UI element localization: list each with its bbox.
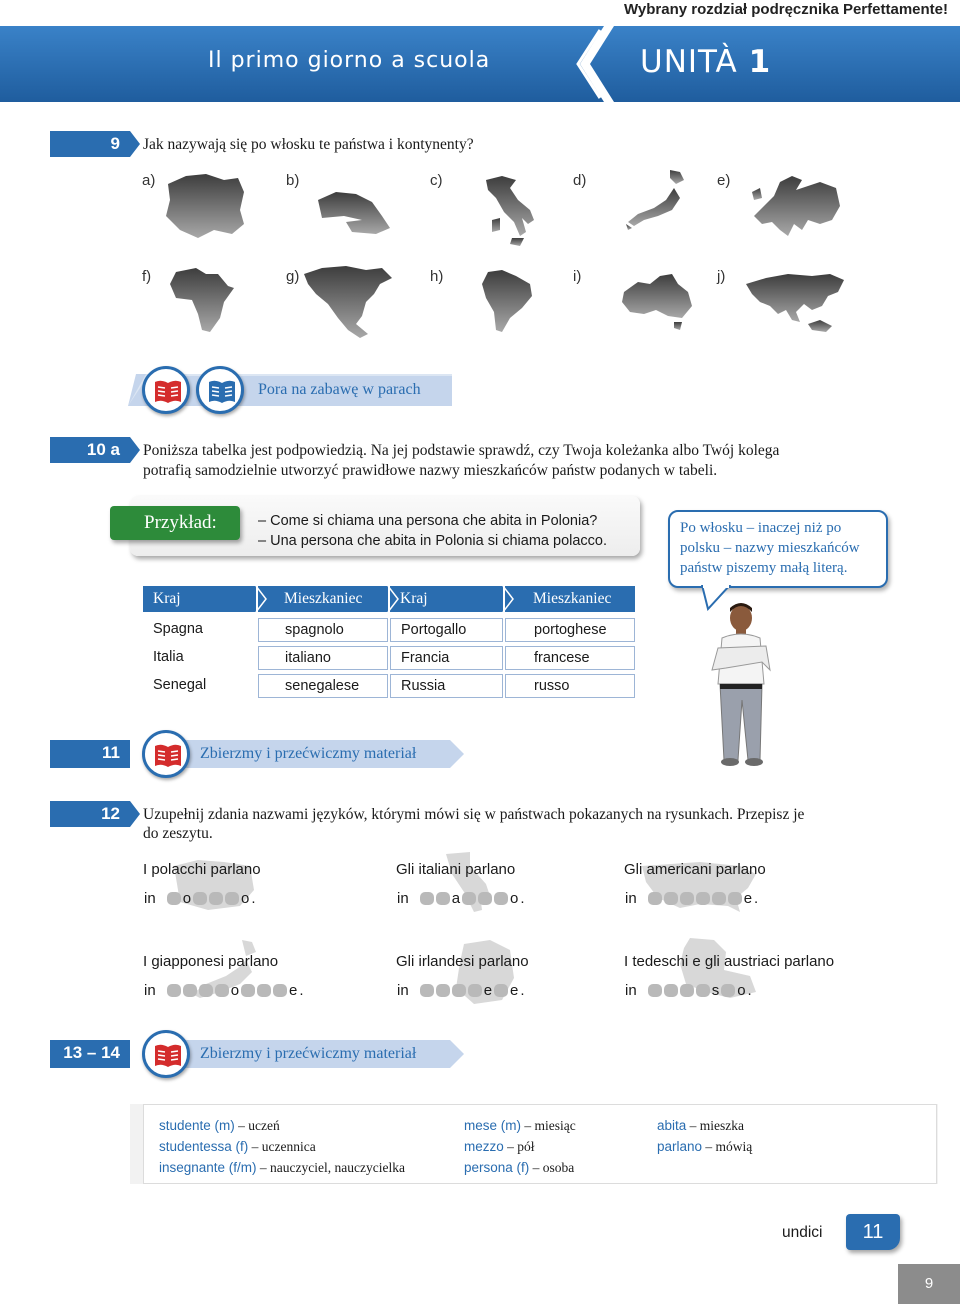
letter-blank[interactable] (183, 984, 197, 997)
letter-hint: . (520, 982, 525, 999)
letter-blank[interactable] (680, 892, 694, 905)
page-number-badge: 11 (846, 1214, 900, 1250)
letter-hint: o (182, 890, 192, 907)
table-cell: portoghese (505, 618, 635, 642)
letter-hint: . (747, 982, 752, 999)
letter-hint: o (510, 890, 519, 907)
table-cell: Russia (390, 674, 503, 698)
vocab-item: abita – mieszka (657, 1118, 745, 1133)
answer-prefix: in (144, 890, 156, 907)
letter-hint: o (241, 890, 250, 907)
exercise-12-text-line1: Uzupełnij zdania nazwami języków, którymi mówi się w państwach pokazanych na rysunkach. Przepisz je (143, 806, 805, 823)
exercise-12-answer-1[interactable] (143, 890, 257, 907)
map-australia (620, 270, 696, 334)
table-cell: spagnolo (258, 618, 388, 642)
letter-hint: s (711, 982, 720, 999)
vocab-item: mezzo – pół (464, 1139, 535, 1154)
exercise-12-sentence-1: I polacchi parlano (143, 861, 261, 878)
book-icon (142, 1030, 190, 1078)
vocab-item: studentessa (f) – uczennica (159, 1139, 316, 1154)
book-icon (142, 366, 190, 414)
table-cell: Italia (143, 646, 256, 670)
letter-blank[interactable] (225, 892, 239, 905)
letter-blank[interactable] (648, 892, 662, 905)
table-cell: Portogallo (390, 618, 503, 642)
exercise-10-text-line2: potrafią samodzielnie utworzyć prawidłowe nazwy mieszkańców państw podanych w tabeli. (143, 462, 718, 479)
letter-blank[interactable] (420, 892, 434, 905)
letter-hint: o (230, 982, 240, 999)
letter-blank[interactable] (696, 892, 710, 905)
letter-blank[interactable] (721, 984, 735, 997)
book-icon-blue (196, 366, 244, 414)
tip-bubble (668, 510, 888, 588)
exercise-number-12: 12 (50, 801, 130, 827)
exercise-12-sentence-6: I tedeschi e gli austriaci parlano (624, 953, 835, 970)
table-header-inhabitant-1: Mieszkaniec (258, 586, 388, 612)
answer-prefix: in (625, 982, 637, 999)
letter-blank[interactable] (420, 984, 434, 997)
letter-blank[interactable] (193, 892, 207, 905)
exercise-12-text-line2: do zeszytu. (143, 825, 213, 842)
exercise-11-label: Zbierzmy i przećwiczmy materiał (200, 745, 417, 762)
exercise-12-sentence-2: Gli italiani parlano (396, 861, 516, 878)
tip-line-2: polsku – nazwy mieszkańców (680, 540, 860, 556)
exercise-12-answer-2[interactable] (396, 890, 526, 907)
map-label-j: j) (717, 268, 726, 285)
map-europe (750, 172, 842, 244)
map-label-f: f) (142, 268, 152, 285)
table-cell: Spagna (143, 618, 256, 642)
letter-blank[interactable] (468, 984, 482, 997)
pair-activity-label: Pora na zabawę w parach (258, 381, 421, 398)
letter-blank[interactable] (452, 984, 466, 997)
vocab-item: mese (m) – miesiąc (464, 1118, 576, 1133)
exercise-13-14-label: Zbierzmy i przećwiczmy materiał (200, 1045, 417, 1062)
student-illustration (704, 600, 778, 768)
map-senegal (316, 188, 394, 240)
map-japan (624, 168, 694, 230)
table-cell: Francia (390, 646, 503, 670)
exercise-10-text-line1: Poniższa tabelka jest podpowiedzią. Na jej podstawie sprawdź, czy Twoja koleżanka albo Twój kolega (143, 442, 780, 459)
table-header-inhabitant-2: Mieszkaniec (505, 586, 635, 612)
letter-blank[interactable] (436, 984, 450, 997)
table-cell: Senegal (143, 674, 256, 698)
vocab-item: parlano – mówią (657, 1139, 753, 1154)
exercise-9-question: Jak nazywają się po włosku te państwa i kontynenty? (143, 136, 474, 153)
map-africa (168, 266, 236, 336)
letter-hint: e (510, 982, 519, 999)
exercise-12-sentence-3: Gli americani parlano (624, 861, 766, 878)
letter-blank[interactable] (436, 892, 450, 905)
letter-blank[interactable] (257, 984, 271, 997)
corner-page-number: 9 (898, 1264, 960, 1304)
answer-prefix: in (144, 982, 156, 999)
letter-hint: o (737, 982, 746, 999)
table-cell: francese (505, 646, 635, 670)
letter-blank[interactable] (462, 892, 476, 905)
letter-blank[interactable] (696, 984, 710, 997)
unit-word: UNITÀ (640, 44, 738, 80)
letter-blank[interactable] (199, 984, 213, 997)
tip-line-1: Po włosku – inaczej niż po (680, 520, 842, 536)
table-header-dividers (143, 586, 635, 612)
letter-blank[interactable] (167, 984, 181, 997)
unit-number: 1 (748, 44, 772, 80)
letter-hint: . (754, 890, 759, 907)
letter-blank[interactable] (273, 984, 287, 997)
map-asia (742, 270, 846, 336)
book-icon (142, 730, 190, 778)
exercise-number-13-14: 13 – 14 (63, 1043, 120, 1062)
example-label: Przykład: (110, 506, 240, 540)
letter-blank[interactable] (664, 892, 678, 905)
letter-blank[interactable] (494, 892, 508, 905)
letter-hint: e (743, 890, 753, 907)
letter-blank[interactable] (664, 984, 678, 997)
page-number-word: undici (782, 1224, 823, 1241)
exercise-12-sentence-5: Gli irlandesi parlano (396, 953, 529, 970)
letter-blank[interactable] (712, 892, 726, 905)
letter-hint: a (451, 890, 461, 907)
letter-hint: . (299, 982, 304, 999)
exercise-12-answer-4[interactable] (143, 982, 305, 999)
letter-blank[interactable] (215, 984, 229, 997)
example-line-2: – Una persona che abita in Polonia si chiama polacco. (258, 533, 608, 549)
map-south-america (480, 268, 534, 334)
vocab-item: insegnante (f/m) – nauczyciel, nauczycielka (159, 1160, 405, 1175)
answer-prefix: in (397, 982, 409, 999)
letter-blank[interactable] (209, 892, 223, 905)
exercise-number-10a: 10 a (50, 437, 130, 463)
unit-title: Il primo giorno a scuola (208, 48, 491, 73)
map-label-e: e) (717, 172, 731, 189)
table-header-country-2: Kraj (390, 586, 503, 612)
exercise-number-9: 9 (50, 131, 130, 157)
map-label-a: a) (142, 172, 156, 189)
map-north-america (302, 264, 394, 340)
exercise-number-11: 11 (102, 743, 120, 762)
map-label-i: i) (573, 268, 582, 285)
answer-prefix: in (625, 890, 637, 907)
tip-line-3: państw piszemy małą literą. (680, 560, 848, 576)
map-label-b: b) (286, 172, 300, 189)
letter-blank[interactable] (728, 892, 742, 905)
unit-label (640, 44, 771, 80)
exercise-12-answer-3[interactable] (624, 890, 759, 907)
map-label-d: d) (573, 172, 587, 189)
table-header-country-1: Kraj (143, 586, 256, 612)
letter-blank[interactable] (648, 984, 662, 997)
letter-blank[interactable] (680, 984, 694, 997)
top-note: Wybrany rozdział podręcznika Perfettamente! (624, 1, 948, 18)
table-cell: senegalese (258, 674, 388, 698)
letter-hint: e (289, 982, 298, 999)
map-label-c: c) (430, 172, 443, 189)
letter-blank[interactable] (478, 892, 492, 905)
exercise-12-answer-6[interactable] (624, 982, 753, 999)
letter-hint: . (251, 890, 256, 907)
exercise-12-sentence-4: I giapponesi parlano (143, 953, 279, 970)
example-line-1: – Come si chiama una persona che abita in Polonia? (258, 513, 598, 529)
map-label-h: h) (430, 268, 444, 285)
vocab-item: studente (m) – uczeń (159, 1118, 280, 1133)
letter-blank[interactable] (167, 892, 181, 905)
map-poland (158, 170, 248, 242)
letter-hint: e (483, 982, 493, 999)
letter-hint: . (520, 890, 525, 907)
letter-blank[interactable] (494, 984, 508, 997)
table-cell: italiano (258, 646, 388, 670)
map-label-g: g) (286, 268, 300, 285)
letter-blank[interactable] (241, 984, 255, 997)
vocab-item: persona (f) – osoba (464, 1160, 575, 1175)
exercise-12-answer-5[interactable] (396, 982, 526, 999)
answer-prefix: in (397, 890, 409, 907)
table-cell: russo (505, 674, 635, 698)
map-italy (482, 174, 538, 248)
